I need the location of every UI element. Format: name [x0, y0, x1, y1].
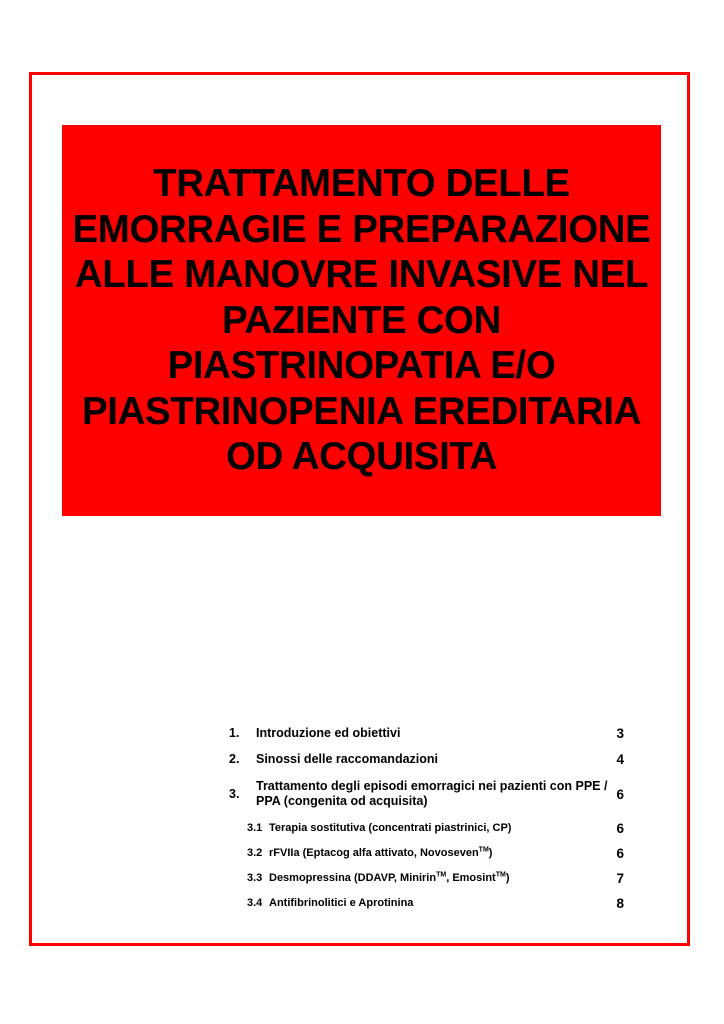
toc-item-label: Introduzione ed obiettivi — [256, 725, 401, 740]
toc-subitem-page: 7 — [616, 870, 624, 886]
document-title: TRATTAMENTO DELLE EMORRAGIE E PREPARAZIONE ALLE MANOVRE INVASIVE NEL PAZIENTE CON PIASTRINOPATIA E/O PIASTRINOPENIA EREDITARIA OD ACQUISITA — [72, 161, 651, 479]
title-banner — [62, 125, 661, 516]
toc-subitem-number: 3.2 — [247, 847, 263, 859]
toc-item-3[interactable] — [229, 776, 629, 812]
toc-subitem-label: Terapia sostitutiva (concentrati piastrinici, CP) — [269, 821, 512, 834]
toc-subitem-number: 3.3 — [247, 872, 263, 884]
toc-subitem-3-4[interactable] — [229, 895, 629, 911]
toc-item-label: Trattamento degli episodi emorragici nei pazienti con PPE / PPA (congenita od acquisita) — [256, 779, 608, 808]
label-text: , Emosint — [446, 871, 496, 884]
toc-item-2[interactable] — [229, 750, 629, 768]
toc-item-number: 2. — [229, 752, 240, 766]
toc-item-number: 1. — [229, 726, 240, 740]
toc-subitem-page: 6 — [616, 845, 624, 861]
toc-subitem-label — [269, 871, 629, 886]
table-of-contents — [229, 724, 629, 920]
toc-subitem-3-1[interactable] — [229, 820, 629, 836]
toc-item-page: 6 — [616, 786, 624, 802]
label-text: rFVIIa (Eptacog alfa attivato, Novoseven — [269, 846, 479, 859]
toc-subitem-number: 3.1 — [247, 822, 263, 834]
toc-subitem-label — [269, 846, 629, 861]
toc-item-page: 3 — [616, 725, 624, 741]
label-text: ) — [505, 871, 510, 884]
toc-subitem-page: 6 — [616, 820, 624, 836]
toc-item-page: 4 — [616, 751, 624, 767]
toc-subitem-number: 3.4 — [247, 897, 263, 909]
toc-subitem-page: 8 — [616, 895, 624, 911]
trademark-mark: TM — [478, 845, 489, 853]
toc-item-label: Sinossi delle raccomandazioni — [256, 751, 439, 766]
label-text: Desmopressina (DDAVP, Minirin — [269, 871, 437, 884]
toc-subitem-3-2[interactable] — [229, 845, 629, 861]
toc-subitem-label: Antifibrinolitici e Aprotinina — [269, 896, 414, 909]
trademark-mark: TM — [495, 870, 506, 878]
label-text: ) — [488, 846, 493, 859]
toc-subitem-3-3[interactable] — [229, 870, 629, 886]
trademark-mark: TM — [436, 870, 447, 878]
toc-item-number: 3. — [229, 787, 240, 801]
toc-item-1[interactable] — [229, 724, 629, 742]
